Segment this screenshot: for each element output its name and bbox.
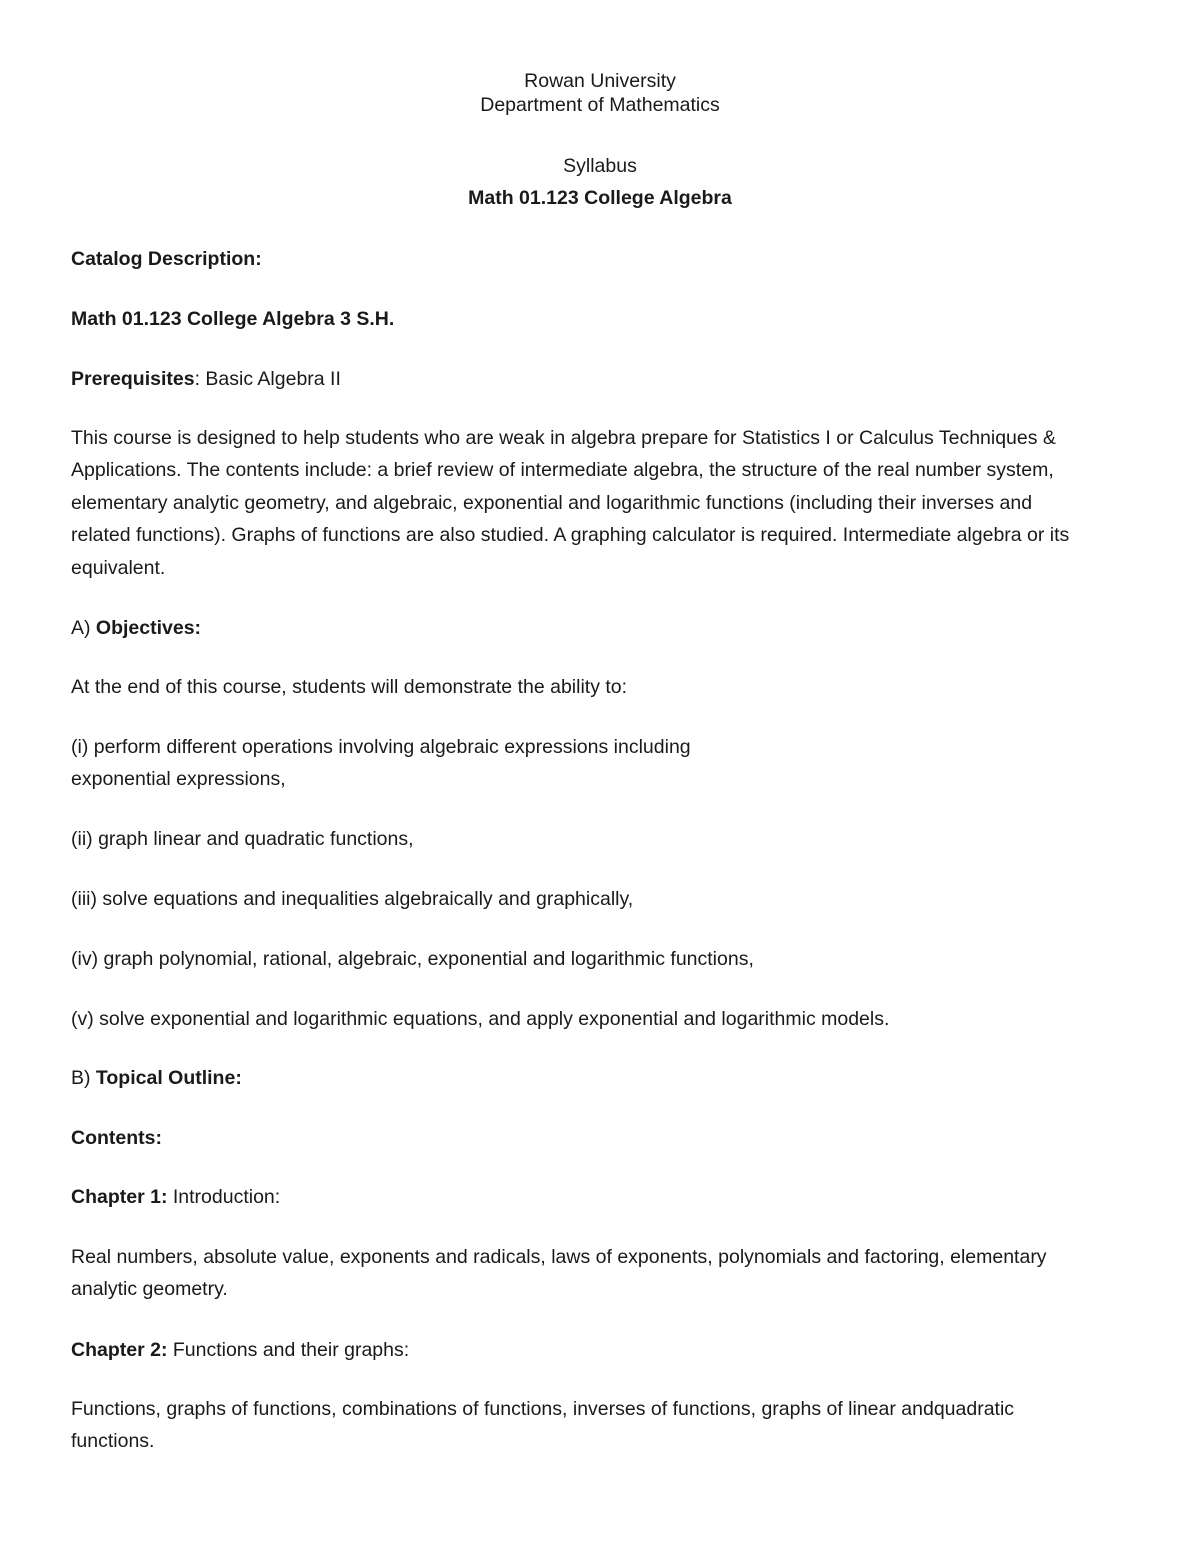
objective-item: exponential expressions, [71,768,286,790]
chapter-label: Chapter 2: [71,1339,168,1361]
objective-item: (v) solve exponential and logarithmic equations, and apply exponential and logarithmic models. [71,1008,890,1030]
chapter-heading [71,1186,280,1208]
chapter-title: Introduction: [167,1186,281,1208]
objectives-intro: At the end of this course, students will demonstrate the ability to: [71,676,628,698]
description-line: elementary analytic geometry, and algebraic, exponential and logarithmic functions (including their inverses and [71,492,1033,514]
chapter-topics-line: Real numbers, absolute value, exponents and radicals, laws of exponents, polynomials and factoring, elementary [71,1246,1047,1268]
chapter-topics-line: Functions, graphs of functions, combinations of functions, inverses of functions, graphs of linear andquadratic [71,1398,1015,1420]
objectives-prefix: A) [71,617,96,639]
description-line: equivalent. [71,557,166,579]
description-line: Applications. The contents include: a brief review of intermediate algebra, the structure of the real number system, [71,459,1054,481]
objectives-heading-line [71,617,201,639]
objective-item: (iii) solve equations and inequalities algebraically and graphically, [71,888,634,910]
document-type: Syllabus [563,155,637,177]
outline-heading: Topical Outline: [95,1067,242,1089]
chapter-topics-line: functions. [71,1430,155,1452]
objective-item: (ii) graph linear and quadratic functions, [71,828,414,850]
course-credit-line: Math 01.123 College Algebra 3 S.H. [71,308,395,330]
university-name: Rowan University [524,70,676,92]
outline-heading-line [71,1067,242,1089]
prerequisites-label: Prerequisites [71,368,195,390]
objective-item: (iv) graph polynomial, rational, algebraic, exponential and logarithmic functions, [71,948,754,970]
objectives-heading: Objectives: [95,617,202,639]
chapter-topics-line: analytic geometry. [71,1278,228,1300]
course-title: Math 01.123 College Algebra [468,187,732,209]
prerequisites-line [71,368,341,390]
chapter-title: Functions and their graphs: [167,1339,410,1361]
objective-item: (i) perform different operations involving algebraic expressions including [71,736,691,758]
catalog-heading: Catalog Description: [71,248,262,270]
outline-prefix: B) [71,1067,96,1089]
description-line: related functions). Graphs of functions are also studied. A graphing calculator is required. Intermediate algebra or its [71,524,1070,546]
contents-heading: Contents: [71,1127,162,1149]
chapter-heading [71,1339,409,1361]
department-name: Department of Mathematics [480,94,720,116]
chapter-label: Chapter 1: [71,1186,168,1208]
description-line: This course is designed to help students who are weak in algebra prepare for Statistics I or Calculus Techniques & [71,427,1056,449]
prerequisites-value: : Basic Algebra II [194,368,341,390]
